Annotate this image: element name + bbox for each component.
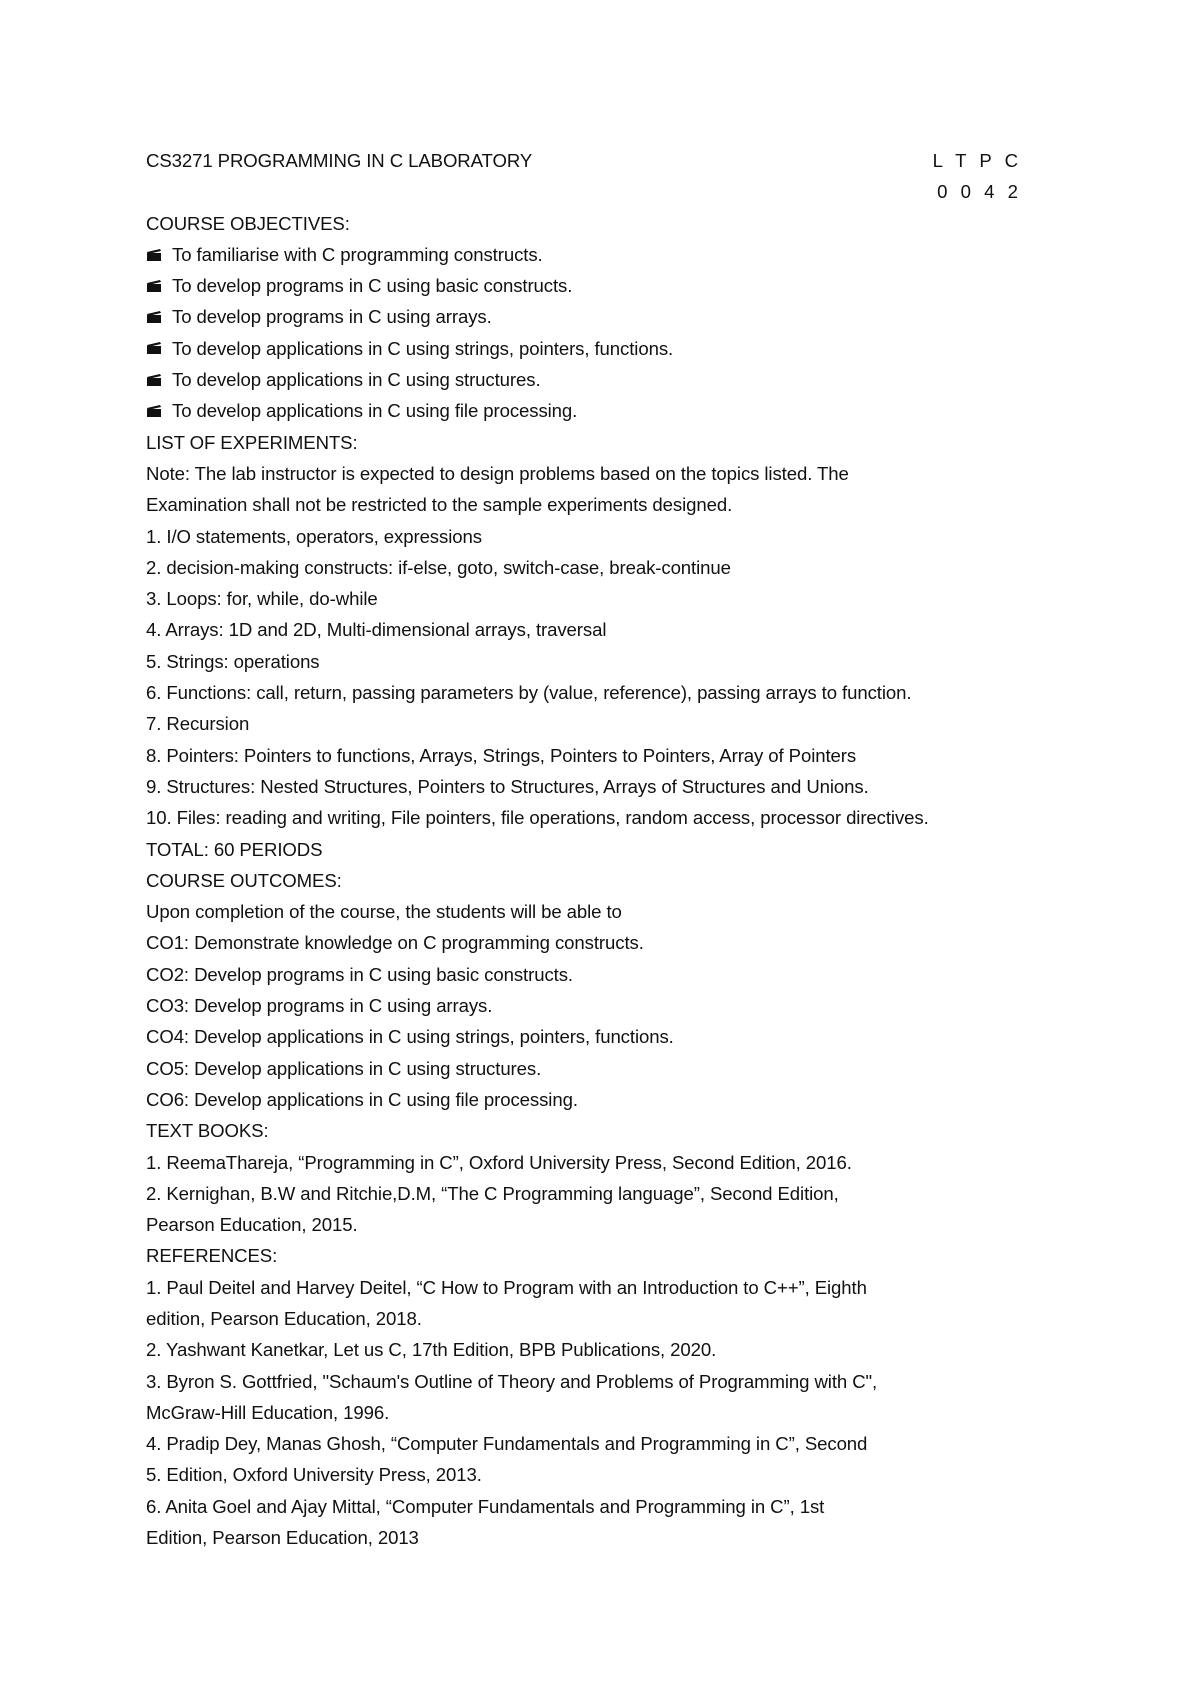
references-heading: REFERENCES: bbox=[146, 1245, 278, 1267]
course-header bbox=[146, 145, 1026, 176]
reference-line: 5. Edition, Oxford University Press, 2013. bbox=[146, 1464, 482, 1486]
clapperboard-icon bbox=[146, 279, 162, 293]
objective-item bbox=[146, 333, 1026, 364]
ltpc-label: L T P C bbox=[932, 150, 1022, 171]
ltpc-values: 0 0 4 2 bbox=[937, 181, 1022, 203]
objectives-list bbox=[146, 239, 1026, 427]
experiment-item: 9. Structures: Nested Structures, Pointers to Structures, Arrays of Structures and Unions. bbox=[146, 775, 869, 797]
outcomes-heading: COURSE OUTCOMES: bbox=[146, 869, 342, 891]
objective-item bbox=[146, 270, 1026, 301]
objectives-heading: COURSE OBJECTIVES: bbox=[146, 212, 350, 234]
outcome-item: CO3: Develop programs in C using arrays. bbox=[146, 995, 493, 1017]
text-books-list bbox=[146, 1147, 1026, 1241]
reference-line: 4. Pradip Dey, Manas Ghosh, “Computer Fundamentals and Programming in C”, Second bbox=[146, 1433, 868, 1455]
reference-line: 2. Yashwant Kanetkar, Let us C, 17th Edition, BPB Publications, 2020. bbox=[146, 1339, 717, 1361]
experiments-note-line: Examination shall not be restricted to the sample experiments designed. bbox=[146, 494, 733, 516]
reference-line: edition, Pearson Education, 2018. bbox=[146, 1307, 422, 1329]
reference-line: McGraw-Hill Education, 1996. bbox=[146, 1401, 390, 1423]
experiment-item: 3. Loops: for, while, do-while bbox=[146, 588, 378, 610]
objective-item bbox=[146, 395, 1026, 426]
syllabus-content bbox=[146, 145, 1026, 1553]
experiment-item: 10. Files: reading and writing, File pointers, file operations, random access, processor directives. bbox=[146, 807, 929, 829]
objective-item bbox=[146, 239, 1026, 270]
experiments-heading: LIST OF EXPERIMENTS: bbox=[146, 431, 358, 453]
experiments-list bbox=[146, 521, 1026, 834]
course-title: CS3271 PROGRAMMING IN C LABORATORY bbox=[146, 150, 533, 171]
references-list bbox=[146, 1272, 1026, 1554]
objective-text: To develop applications in C using strings, pointers, functions. bbox=[172, 337, 674, 359]
reference-line: Edition, Pearson Education, 2013 bbox=[146, 1527, 419, 1549]
objective-item bbox=[146, 364, 1026, 395]
experiment-item: 8. Pointers: Pointers to functions, Arrays, Strings, Pointers to Pointers, Array of Pointers bbox=[146, 744, 857, 766]
reference-line: 6. Anita Goel and Ajay Mittal, “Computer Fundamentals and Programming in C”, 1st bbox=[146, 1495, 825, 1517]
objective-item bbox=[146, 301, 1026, 332]
outcomes-list bbox=[146, 927, 1026, 1115]
reference-line: 3. Byron S. Gottfried, "Schaum's Outline of Theory and Problems of Programming with C", bbox=[146, 1370, 878, 1392]
reference-line: 1. Paul Deitel and Harvey Deitel, “C How to Program with an Introduction to C++”, Eighth bbox=[146, 1276, 867, 1298]
outcome-item: CO1: Demonstrate knowledge on C programming constructs. bbox=[146, 932, 644, 954]
experiment-item: 2. decision-making constructs: if-else, goto, switch-case, break-continue bbox=[146, 556, 731, 578]
experiments-note-line: Note: The lab instructor is expected to design problems based on the topics listed. The bbox=[146, 462, 849, 484]
text-book-line: 1. ReemaThareja, “Programming in C”, Oxford University Press, Second Edition, 2016. bbox=[146, 1151, 852, 1173]
experiment-item: 6. Functions: call, return, passing parameters by (value, reference), passing arrays to function. bbox=[146, 682, 912, 704]
experiment-item: 5. Strings: operations bbox=[146, 650, 320, 672]
text-book-line: Pearson Education, 2015. bbox=[146, 1214, 358, 1236]
objective-text: To develop programs in C using arrays. bbox=[172, 306, 492, 328]
text-books-heading: TEXT BOOKS: bbox=[146, 1120, 269, 1142]
clapperboard-icon bbox=[146, 310, 162, 324]
experiment-item: 7. Recursion bbox=[146, 713, 250, 735]
clapperboard-icon bbox=[146, 248, 162, 262]
experiment-item: 4. Arrays: 1D and 2D, Multi-dimensional arrays, traversal bbox=[146, 619, 607, 641]
ltpc-values-row bbox=[146, 176, 1026, 207]
total-periods: TOTAL: 60 PERIODS bbox=[146, 838, 323, 860]
outcomes-intro: Upon completion of the course, the students will be able to bbox=[146, 901, 622, 923]
outcome-item: CO2: Develop programs in C using basic constructs. bbox=[146, 963, 573, 985]
text-book-line: 2. Kernighan, B.W and Ritchie,D.M, “The C Programming language”, Second Edition, bbox=[146, 1182, 839, 1204]
objective-text: To develop programs in C using basic constructs. bbox=[172, 275, 573, 297]
outcome-item: CO4: Develop applications in C using strings, pointers, functions. bbox=[146, 1026, 674, 1048]
outcome-item: CO5: Develop applications in C using structures. bbox=[146, 1057, 542, 1079]
clapperboard-icon bbox=[146, 341, 162, 355]
clapperboard-icon bbox=[146, 373, 162, 387]
outcome-item: CO6: Develop applications in C using file processing. bbox=[146, 1088, 578, 1110]
objective-text: To familiarise with C programming constructs. bbox=[172, 243, 543, 265]
clapperboard-icon bbox=[146, 404, 162, 418]
objective-text: To develop applications in C using file processing. bbox=[172, 400, 578, 422]
experiment-item: 1. I/O statements, operators, expressions bbox=[146, 525, 482, 547]
objective-text: To develop applications in C using structures. bbox=[172, 369, 541, 391]
